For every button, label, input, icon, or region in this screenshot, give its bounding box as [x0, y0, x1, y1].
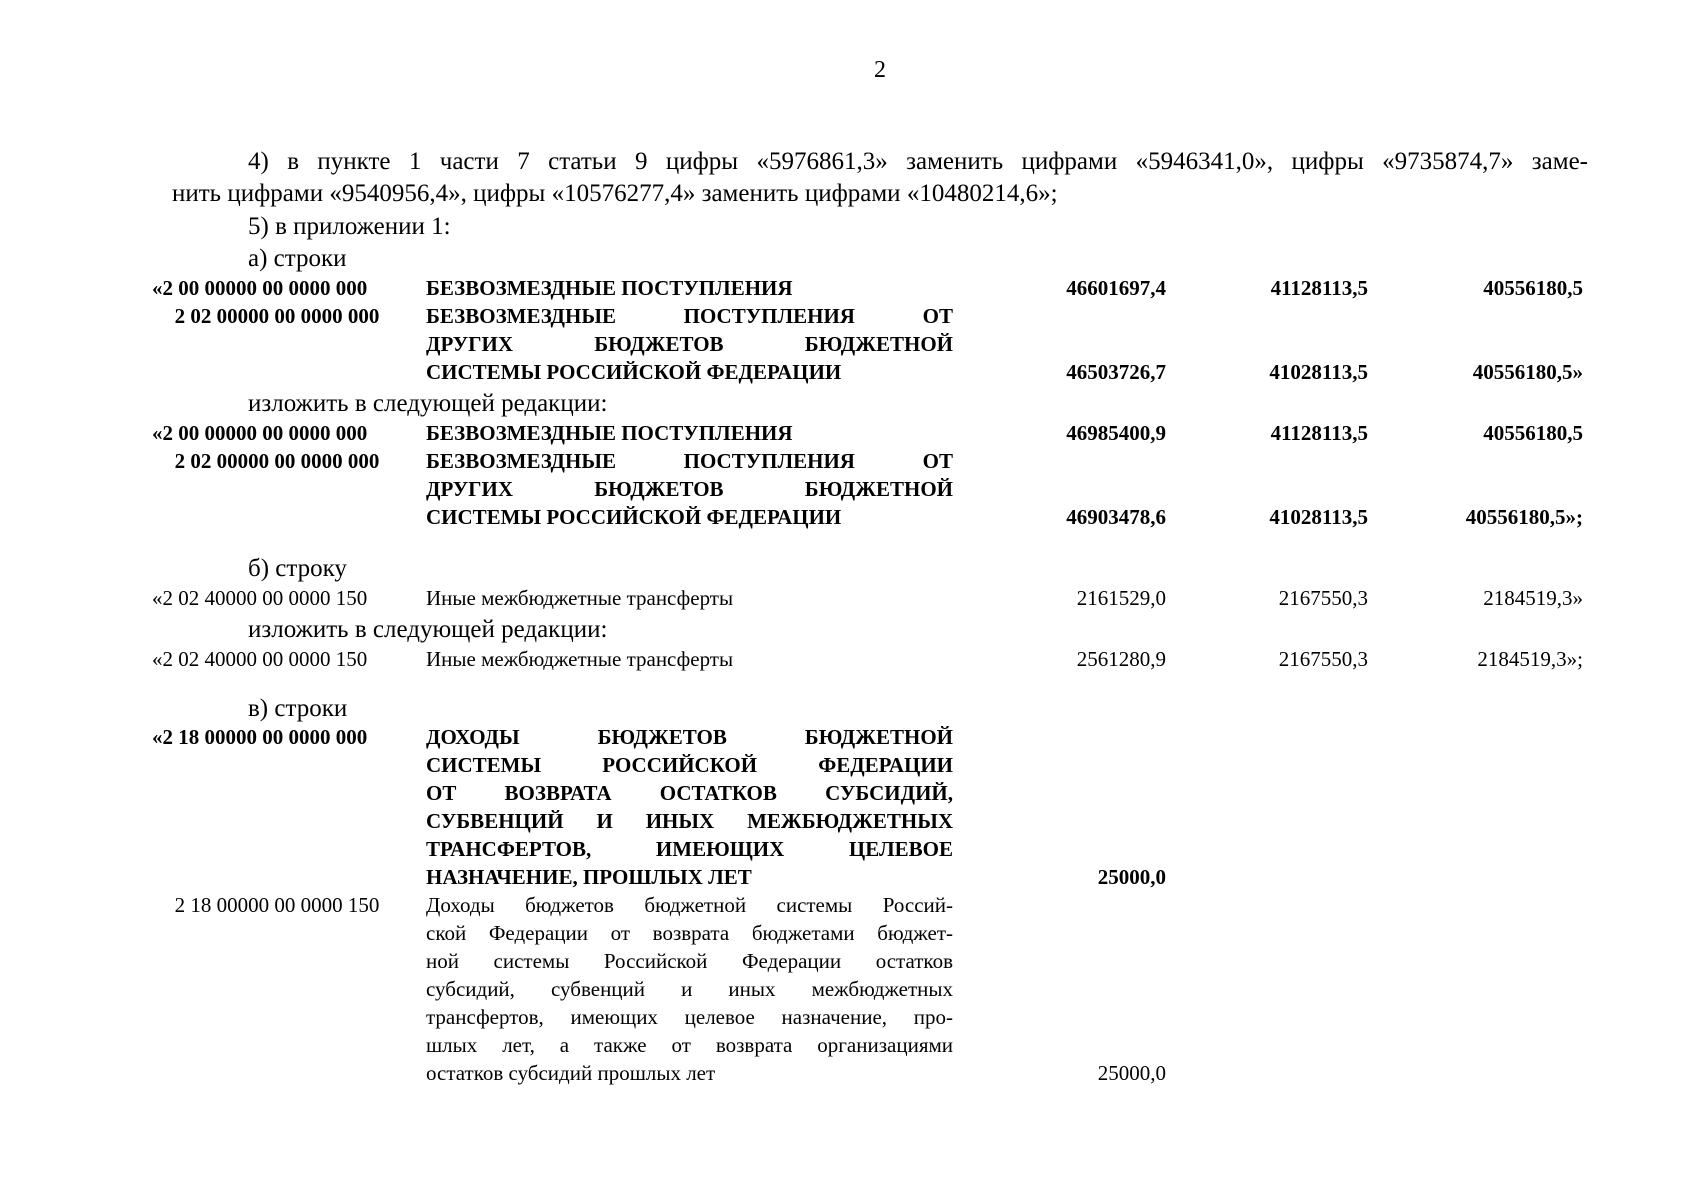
- page-number: 2: [874, 57, 886, 83]
- value-year-1: 46503726,7: [1066, 360, 1166, 384]
- row-name-line: СИСТЕМЫ РОССИЙСКОЙ ФЕДЕРАЦИИ: [426, 505, 842, 529]
- row-name-line: СИСТЕМЫ РОССИЙСКОЙ ФЕДЕРАЦИИ: [426, 360, 842, 384]
- row-name-line: БЕЗВОЗМЕЗДНЫЕ ПОСТУПЛЕНИЯ ОТ: [426, 449, 953, 473]
- section-a-replace-label: изложить в следующей редакции:: [248, 390, 608, 417]
- value-year-2: 41128113,5: [1270, 421, 1368, 445]
- row-name-line: Доходы бюджетов бюджетной системы Россий-: [426, 893, 953, 917]
- row-name-line: БЕЗВОЗМЕЗДНЫЕ ПОСТУПЛЕНИЯ ОТ: [426, 304, 953, 328]
- row-name: [426, 447, 953, 531]
- row-code: «2 02 40000 00 0000 150: [152, 586, 368, 610]
- row-name-line: СИСТЕМЫ РОССИЙСКОЙ ФЕДЕРАЦИИ: [426, 753, 953, 777]
- row-name-line: ской Федерации от возврата бюджетами бюджет-: [426, 921, 953, 945]
- value-year-1: 25000,0: [1097, 865, 1166, 889]
- row-name: [426, 584, 953, 612]
- row-name-line: Иные межбюджетные трансферты: [426, 586, 734, 610]
- row-name-line: БЕЗВОЗМЕЗДНЫЕ ПОСТУПЛЕНИЯ: [426, 421, 793, 445]
- value-year-2: 41028113,5: [1269, 360, 1368, 384]
- value-year-1: 46903478,6: [1066, 505, 1166, 529]
- value-year-3: 40556180,5: [1483, 276, 1583, 300]
- row-code: 2 02 00000 00 0000 000: [174, 304, 380, 328]
- row-name: [426, 891, 953, 1087]
- row-name-line: БЕЗВОЗМЕЗДНЫЕ ПОСТУПЛЕНИЯ: [426, 276, 793, 300]
- value-year-3: 40556180,5»: [1472, 360, 1583, 384]
- item4-line1: 4) в пункте 1 части 7 статьи 9 цифры «5976861,3» заменить цифрами «5946341,0», цифры «9735874,7» заме-: [248, 148, 1588, 175]
- value-year-2: 41128113,5: [1270, 276, 1368, 300]
- row-name: [426, 419, 953, 447]
- row-name-line: ДРУГИХ БЮДЖЕТОВ БЮДЖЕТНОЙ: [426, 477, 953, 501]
- section-b-replace-label: изложить в следующей редакции:: [248, 616, 608, 643]
- value-year-2: 41028113,5: [1269, 505, 1368, 529]
- row-name-line: СУБВЕНЦИЙ И ИНЫХ МЕЖБЮДЖЕТНЫХ: [426, 809, 953, 833]
- value-year-1: 2161529,0: [1076, 586, 1166, 610]
- row-name: [426, 723, 953, 891]
- row-name-line: ОТ ВОЗВРАТА ОСТАТКОВ СУБСИДИЙ,: [426, 781, 953, 805]
- row-name-line: Иные межбюджетные трансферты: [426, 647, 734, 671]
- item4-line2: нить цифрами «9540956,4», цифры «10576277,4» заменить цифрами «10480214,6»;: [172, 180, 1058, 207]
- row-name-line: ной системы Российской Федерации остатков: [426, 949, 953, 973]
- row-code: «2 18 00000 00 0000 000: [152, 725, 368, 749]
- row-name-line: ДОХОДЫ БЮДЖЕТОВ БЮДЖЕТНОЙ: [426, 725, 953, 749]
- value-year-3: 40556180,5»;: [1465, 505, 1583, 529]
- value-year-1: 46601697,4: [1066, 276, 1166, 300]
- row-code: «2 00 00000 00 0000 000: [152, 421, 368, 445]
- row-name: [426, 274, 953, 302]
- row-code: 2 02 00000 00 0000 000: [174, 449, 380, 473]
- row-name-line: субсидий, субвенций и иных межбюджетных: [426, 977, 953, 1001]
- value-year-1: 25000,0: [1097, 1061, 1166, 1085]
- row-code: «2 00 00000 00 0000 000: [152, 276, 368, 300]
- row-code: 2 18 00000 00 0000 150: [174, 893, 380, 917]
- row-name-line: НАЗНАЧЕНИЕ, ПРОШЛЫХ ЛЕТ: [426, 865, 752, 889]
- section-a-label: а) строки: [248, 245, 347, 272]
- section-b-label: б) строку: [248, 555, 347, 582]
- row-name-line: трансфертов, имеющих целевое назначение, про-: [426, 1005, 953, 1029]
- row-name-line: ТРАНСФЕРТОВ, ИМЕЮЩИХ ЦЕЛЕВОЕ: [426, 837, 953, 861]
- value-year-3: 2184519,3»;: [1477, 647, 1583, 671]
- row-code: «2 02 40000 00 0000 150: [152, 647, 368, 671]
- value-year-3: 2184519,3»: [1483, 586, 1583, 610]
- row-name-line: шлых лет, а также от возврата организациями: [426, 1033, 953, 1057]
- row-name: [426, 645, 953, 673]
- row-name-line: ДРУГИХ БЮДЖЕТОВ БЮДЖЕТНОЙ: [426, 332, 953, 356]
- item5-heading: 5) в приложении 1:: [248, 213, 451, 240]
- value-year-2: 2167550,3: [1278, 586, 1368, 610]
- row-name: [426, 302, 953, 386]
- value-year-1: 2561280,9: [1076, 647, 1166, 671]
- value-year-2: 2167550,3: [1278, 647, 1368, 671]
- section-c-label: в) строки: [248, 695, 348, 722]
- row-name-line: остатков субсидий прошлых лет: [426, 1061, 716, 1085]
- value-year-1: 46985400,9: [1066, 421, 1166, 445]
- value-year-3: 40556180,5: [1483, 421, 1583, 445]
